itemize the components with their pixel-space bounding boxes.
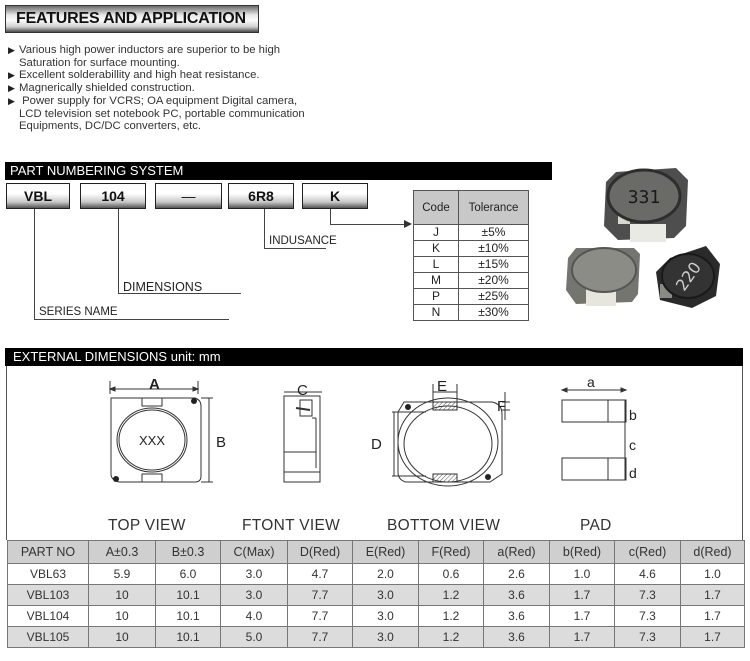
- cell: 7.3: [615, 585, 681, 606]
- cell: 3.0: [221, 585, 288, 606]
- tol-value: ±20%: [459, 273, 529, 289]
- tol-row: [414, 273, 529, 289]
- feature-text: Magnerically shielded construction.: [19, 82, 195, 95]
- feature-item: [8, 95, 368, 133]
- cell: 3.6: [484, 627, 550, 648]
- feature-text: Excellent solderabillity and high heat resistance.: [19, 69, 260, 82]
- dim-row: [8, 627, 745, 648]
- triangle-bullet-icon: ▶: [8, 95, 15, 106]
- inductor-220-image: [656, 246, 720, 308]
- tol-code: M: [414, 273, 459, 289]
- product-photo: [548, 160, 748, 320]
- dim-label-a: a: [587, 374, 595, 390]
- cell: 3.6: [484, 606, 550, 627]
- feature-text: LCD television set notebook PC, portable communication: [19, 107, 305, 120]
- cell: 4.6: [615, 564, 681, 585]
- tol-code: N: [414, 305, 459, 321]
- cell: 10.1: [156, 606, 221, 627]
- connector-line: [264, 209, 265, 249]
- cell: 1.7: [681, 627, 745, 648]
- tol-code: L: [414, 257, 459, 273]
- cell: VBL105: [8, 627, 89, 648]
- cell: 3.0: [353, 627, 419, 648]
- tol-value: ±10%: [459, 241, 529, 257]
- tol-row: [414, 257, 529, 273]
- cell: 10: [89, 585, 156, 606]
- col-header: a(Red): [484, 541, 550, 564]
- col-header: A±0.3: [89, 541, 156, 564]
- part-numbering-title: PART NUMBERING SYSTEM: [5, 162, 552, 180]
- dim-row: [8, 606, 745, 627]
- connector-line: [330, 224, 406, 225]
- cell: 1.7: [681, 606, 745, 627]
- connector-line: [118, 209, 119, 294]
- tol-header-tolerance: Tolerance: [459, 191, 529, 225]
- cell: 1.7: [550, 627, 615, 648]
- cell: 10.1: [156, 585, 221, 606]
- cell: 1.7: [681, 585, 745, 606]
- dim-label-b: b: [629, 407, 637, 423]
- feature-text: Saturation for surface mounting.: [19, 56, 180, 69]
- inductance-label: INDUSANCE: [269, 235, 337, 247]
- col-header: E(Red): [353, 541, 419, 564]
- bottom-view-label: BOTTOM VIEW: [387, 517, 501, 534]
- feature-item: [8, 44, 368, 69]
- cell: 10: [89, 606, 156, 627]
- tol-value: ±5%: [459, 225, 529, 241]
- cell: 5.0: [221, 627, 288, 648]
- tol-code: K: [414, 241, 459, 257]
- connector-line: [34, 319, 229, 320]
- top-view-label: TOP VIEW: [108, 517, 186, 534]
- tolerance-table: [413, 190, 529, 321]
- tol-row: [414, 225, 529, 241]
- cell: 4.0: [221, 606, 288, 627]
- front-view-label: FTONT VIEW: [242, 517, 341, 534]
- dim-label-d: d: [629, 465, 637, 481]
- series-name-label: SERIES NAME: [39, 306, 118, 318]
- tol-value: ±25%: [459, 289, 529, 305]
- cell: 1.2: [419, 585, 484, 606]
- cell: 1.2: [419, 606, 484, 627]
- inductor-331-image: [604, 168, 688, 242]
- connector-line: [330, 209, 331, 225]
- triangle-bullet-icon: ▶: [8, 70, 15, 81]
- tol-code: P: [414, 289, 459, 305]
- pn-box-separator: —: [155, 183, 222, 209]
- dim-label-D: D: [371, 436, 382, 453]
- col-header: F(Red): [419, 541, 484, 564]
- cell: 1.7: [550, 606, 615, 627]
- tol-row: [414, 241, 529, 257]
- tol-header-code: Code: [414, 191, 459, 225]
- col-header: D(Red): [288, 541, 353, 564]
- cell: 1.0: [550, 564, 615, 585]
- pad-diagram: [558, 380, 638, 486]
- dim-label-F: F: [497, 398, 507, 415]
- feature-text: Equipments, DC/DC converters, etc.: [19, 120, 202, 133]
- dimensions-label: DIMENSIONS: [123, 280, 203, 294]
- dim-label-A: A: [149, 376, 160, 393]
- cell: 1.2: [419, 627, 484, 648]
- dimension-table: [7, 540, 745, 648]
- col-header: b(Red): [550, 541, 615, 564]
- cell: 7.7: [288, 585, 353, 606]
- cell: VBL103: [8, 585, 89, 606]
- col-header: B±0.3: [156, 541, 221, 564]
- dim-row: [8, 564, 745, 585]
- feature-item: [8, 82, 368, 95]
- triangle-bullet-icon: ▶: [8, 83, 15, 94]
- cell: 5.9: [89, 564, 156, 585]
- col-header: d(Red): [681, 541, 745, 564]
- cell: 2.6: [484, 564, 550, 585]
- connector-line: [34, 209, 35, 320]
- cell: 3.0: [353, 606, 419, 627]
- pn-box-tolerance: K: [302, 183, 368, 209]
- col-header: c(Red): [615, 541, 681, 564]
- inductor-plain-image: [566, 248, 640, 306]
- col-header: PART NO: [8, 541, 89, 564]
- pn-box-inductance: 6R8: [228, 183, 294, 209]
- dim-label-B: B: [216, 434, 227, 451]
- pn-box-series: VBL: [6, 183, 70, 209]
- cell: 10: [89, 627, 156, 648]
- marking-331: 331: [627, 187, 661, 208]
- cell: VBL63: [8, 564, 89, 585]
- dim-label-E: E: [437, 378, 448, 395]
- cell: 7.3: [615, 627, 681, 648]
- marking-220: 220: [671, 258, 705, 295]
- connector-line: [264, 248, 326, 249]
- arrow-right-icon: [404, 220, 412, 228]
- tol-value: ±15%: [459, 257, 529, 273]
- features-list: [8, 44, 368, 133]
- cell: VBL104: [8, 606, 89, 627]
- top-view-marking: XXX: [138, 433, 166, 448]
- cell: 7.7: [288, 627, 353, 648]
- dim-label-C: C: [297, 382, 308, 399]
- cell: 3.0: [353, 585, 419, 606]
- features-title: FEATURES AND APPLICATION: [5, 5, 259, 33]
- dim-row: [8, 585, 745, 606]
- top-view-diagram: [105, 378, 220, 488]
- cell: 3.0: [221, 564, 288, 585]
- feature-text: Various high power inductors are superior to be high: [19, 44, 281, 56]
- external-dimensions-title: EXTERNAL DIMENSIONS unit: mm: [5, 348, 743, 366]
- triangle-bullet-icon: ▶: [8, 45, 15, 55]
- cell: 0.6: [419, 564, 484, 585]
- pn-box-dimensions: 104: [80, 183, 146, 209]
- cell: 1.0: [681, 564, 745, 585]
- tol-value: ±30%: [459, 305, 529, 321]
- col-header: C(Max): [221, 541, 288, 564]
- cell: 7.7: [288, 606, 353, 627]
- bottom-view-diagram: [390, 378, 510, 488]
- pad-label: PAD: [580, 517, 612, 534]
- dim-label-c: c: [629, 437, 636, 453]
- tol-row: [414, 289, 529, 305]
- cell: 6.0: [156, 564, 221, 585]
- tol-code: J: [414, 225, 459, 241]
- feature-text: Power supply for VCRS; OA equipment Digital camera,: [19, 94, 298, 107]
- cell: 7.3: [615, 606, 681, 627]
- cell: 2.0: [353, 564, 419, 585]
- cell: 3.6: [484, 585, 550, 606]
- cell: 10.1: [156, 627, 221, 648]
- dim-header-row: [8, 541, 745, 564]
- cell: 4.7: [288, 564, 353, 585]
- tol-row: [414, 305, 529, 321]
- cell: 1.7: [550, 585, 615, 606]
- feature-item: [8, 69, 368, 82]
